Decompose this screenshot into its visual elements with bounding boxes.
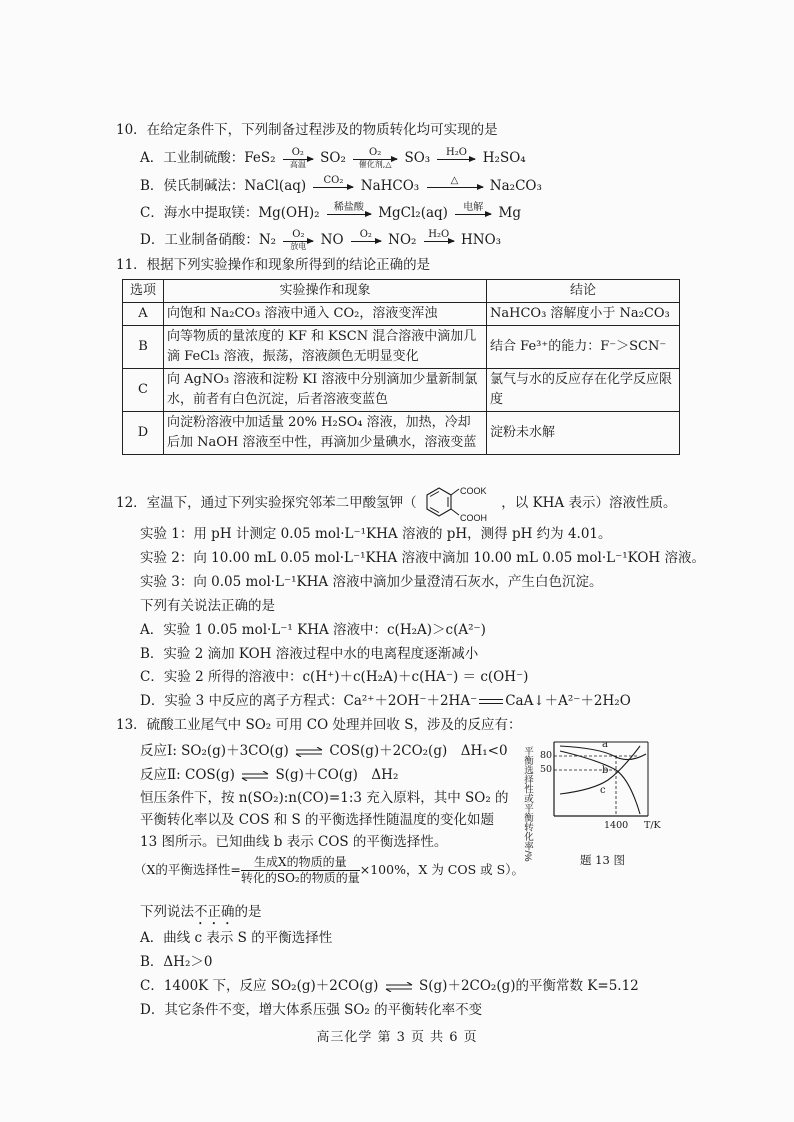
cell-conclusion: 结合 Fe³⁺的能力：F⁻＞SCN⁻ <box>487 326 680 369</box>
q10-d-species: NO₂ <box>388 232 417 248</box>
q10-b-product: Na₂CO₃ <box>489 178 542 194</box>
table-row <box>123 412 680 455</box>
page-footer: 高三化学 第 3 页 共 6 页 <box>316 1030 478 1045</box>
q10-d-species: NO <box>320 232 344 248</box>
q10-a-product: H₂SO₄ <box>482 150 526 166</box>
q13-reaction-1 <box>140 742 508 760</box>
reaction-arrow: O₂ 高温 <box>283 148 313 169</box>
reaction-arrow: O₂ 催化剂,△ <box>353 148 397 169</box>
curve-c-label: c <box>600 785 606 796</box>
q12-ask: 下列有关说法正确的是 <box>140 598 275 614</box>
cell-option: C <box>123 369 164 412</box>
q13-figure <box>518 734 668 874</box>
q12-option-c: C．实验 2 所得的溶液中：c(H⁺)＋c(H₂A)＋c(HA⁻) ＝ c(OH⁻) <box>140 669 529 685</box>
q13-para-1: 恒压条件下，按 n(SO₂):n(CO)=1:3 充入原料，其中 SO₂ 的 <box>140 790 509 806</box>
q12-exp1: 实验 1：用 pH 计测定 0.05 mol·L⁻¹KHA 溶液的 pH，测得 pH 约为 4.01。 <box>140 526 612 542</box>
formula-fraction <box>241 855 360 886</box>
q10-d-label: D．工业制备硝酸：N₂ <box>140 232 277 248</box>
equilibrium-arrow-icon <box>295 747 323 757</box>
q12-stem <box>116 485 677 523</box>
q10-b-species: NaHCO₃ <box>360 178 420 194</box>
q13-ask-emphasis: 不正确 <box>194 904 235 920</box>
q13-reaction-2 <box>140 766 398 784</box>
formula-numerator: 生成X的物质的量 <box>241 855 360 871</box>
reaction-arrow: H₂O <box>424 230 454 251</box>
q13-r1-lhs: 反应Ⅰ: SO₂(g)＋3CO(g) <box>140 743 289 759</box>
reaction-arrow: 稀盐酸 <box>327 203 371 224</box>
q13-c-lhs: C．1400K 下，反应 SO₂(g)＋2CO(g) <box>140 978 379 994</box>
q13-option-c <box>140 977 639 995</box>
cell-option: D <box>123 412 164 455</box>
table-row <box>123 326 680 369</box>
q10-a-label: A．工业制硫酸：FeS₂ <box>140 150 276 166</box>
reaction-arrow: CO₂ <box>313 176 353 197</box>
cell-experiment: 向等物质的量浓度的 KF 和 KSCN 混合溶液中滴加几滴 FeCl₃ 溶液，振荡，溶液颜色无明显变化 <box>164 326 487 369</box>
cell-experiment: 向 AgNO₃ 溶液和淀粉 KI 溶液中分别滴加少量新制氯水，前者有白色沉淀，后者溶液变蓝色 <box>164 369 487 412</box>
cell-conclusion: 氯气与水的反应存在化学反应限度 <box>487 369 680 412</box>
figure-caption: 题 13 图 <box>580 853 625 867</box>
curve-b-label: b <box>602 765 609 776</box>
cell-option: B <box>123 326 164 369</box>
q10-d-product: HNO₃ <box>461 232 502 248</box>
q10-c-label: C．海水中提取镁：Mg(OH)₂ <box>140 205 320 221</box>
q12-d-lhs: D．实验 3 中反应的离子方程式：Ca²⁺＋2OH⁻＋2HA⁻ <box>140 693 478 709</box>
q12-d-rhs: CaA↓＋A²⁻＋2H₂O <box>505 693 631 709</box>
reaction-arrow: O₂ <box>351 230 381 251</box>
reaction-arrow: 电解 <box>455 203 491 224</box>
equilibrium-arrow-icon <box>385 982 413 992</box>
q13-ask <box>140 903 262 928</box>
cell-option: A <box>123 303 164 326</box>
col-header-conclusion: 结论 <box>487 280 680 303</box>
q12-exp3: 实验 3：向 0.05 mol·L⁻¹KHA 溶液中滴加少量澄清石灰水，产生白色沉淀。 <box>140 574 603 590</box>
q12-option-a: A．实验 1 0.05 mol·L⁻¹ KHA 溶液中：c(H₂A)＞c(A²⁻) <box>140 622 486 638</box>
q13-ask-start: 下列说法 <box>140 904 194 920</box>
y-tick-50: 50 <box>540 764 553 775</box>
figure-y-axis-label: 平衡选择性或平衡转化率/% <box>522 746 533 862</box>
q13-r2-rhs: S(g)＋CO(g) ΔH₂ <box>275 767 399 783</box>
formula-lhs: （X的平衡选择性= <box>134 862 241 877</box>
q13-option-d: D．其它条件不变，增大体系压强 SO₂ 的平衡转化率不变 <box>140 1002 483 1018</box>
cell-conclusion: 淀粉未水解 <box>487 412 680 455</box>
q12-option-b: B．实验 2 滴加 KOH 溶液过程中水的电离程度逐渐减小 <box>140 646 479 662</box>
q10-option-c <box>140 203 521 224</box>
q13-r1-rhs: COS(g)＋2CO₂(g) ΔH₁<0 <box>329 743 508 759</box>
reaction-arrow: H₂O <box>437 148 475 169</box>
equilibrium-arrow-icon <box>241 771 269 781</box>
q13-option-a: A．曲线 c 表示 S 的平衡选择性 <box>140 930 333 946</box>
q10-b-label: B．侯氏制碱法：NaCl(aq) <box>140 178 307 194</box>
q12-stem-end: ，以 KHA 表示）溶液性质。 <box>501 495 677 511</box>
q13-para-3: 13 图所示。已知曲线 b 表示 COS 的平衡选择性。 <box>140 834 448 850</box>
q11-stem: 11．根据下列实验操作和现象所得到的结论正确的是 <box>116 257 431 273</box>
khp-structure <box>421 485 497 523</box>
formula-rhs: ×100%，X 为 COS 或 S）。 <box>359 862 524 877</box>
y-tick-80: 80 <box>540 750 553 761</box>
curve-a-label: a <box>602 739 608 750</box>
q11-table <box>122 279 680 455</box>
cook-label: COOK <box>459 485 487 496</box>
benzene-ring-icon <box>423 484 463 522</box>
reaction-arrow: O₂ 放电 <box>283 230 313 251</box>
q12-option-d <box>140 692 631 710</box>
col-header-experiment: 实验操作和现象 <box>164 280 487 303</box>
q13-stem: 13．硫酸工业尾气中 SO₂ 可用 CO 处理并回收 S，涉及的反应有： <box>116 717 522 733</box>
q10-option-b <box>140 176 542 197</box>
reaction-arrow: △ <box>427 176 483 197</box>
q13-para-2: 平衡转化率以及 COS 和 S 的平衡选择性随温度的变化如题 <box>140 812 495 828</box>
q13-c-rhs: S(g)＋2CO₂(g)的平衡常数 K=5.12 <box>419 978 639 994</box>
formula-denominator: 转化的SO₂的物质的量 <box>240 871 360 885</box>
q10-option-d <box>140 230 501 251</box>
x-tick-1400: 1400 <box>604 820 629 831</box>
q10-a-species: SO₂ <box>320 150 346 166</box>
cell-experiment: 向饱和 Na₂CO₃ 溶液中通入 CO₂，溶液变浑浊 <box>164 303 487 326</box>
q10-option-a <box>140 148 526 169</box>
table-row <box>123 369 680 412</box>
cell-experiment: 向淀粉溶液中加适量 20% H₂SO₄ 溶液，加热，冷却后加 NaOH 溶液至中性，再滴加少量碘水，溶液变蓝 <box>164 412 487 455</box>
col-header-option: 选项 <box>123 280 164 303</box>
q10-c-product: Mg <box>498 205 521 221</box>
q10-a-species: SO₃ <box>404 150 431 166</box>
cell-conclusion: NaHCO₃ 溶解度小于 Na₂CO₃ <box>487 303 680 326</box>
q12-stem-start: 12．室温下，通过下列实验探究邻苯二甲酸氢钾（ <box>116 495 417 511</box>
q10-stem: 10．在给定条件下，下列制备过程涉及的物质转化均可实现的是 <box>116 122 498 138</box>
equals-sign <box>479 698 503 706</box>
cooh-label: COOH <box>459 512 487 523</box>
q13-r2-lhs: 反应Ⅱ: COS(g) <box>140 767 235 783</box>
q13-selectivity-formula <box>134 855 524 886</box>
q10-c-species: MgCl₂(aq) <box>378 205 448 221</box>
table-row <box>123 303 680 326</box>
q12-exp2: 实验 2：向 10.00 mL 0.05 mol·L⁻¹KHA 溶液中滴加 10.00 mL 0.05 mol·L⁻¹KOH 溶液。 <box>140 550 705 566</box>
q13-ask-end: 的是 <box>234 904 262 920</box>
q13-option-b: B．ΔH₂＞0 <box>140 954 213 970</box>
table-header-row <box>123 280 680 303</box>
x-axis-label: T/K <box>644 820 661 831</box>
